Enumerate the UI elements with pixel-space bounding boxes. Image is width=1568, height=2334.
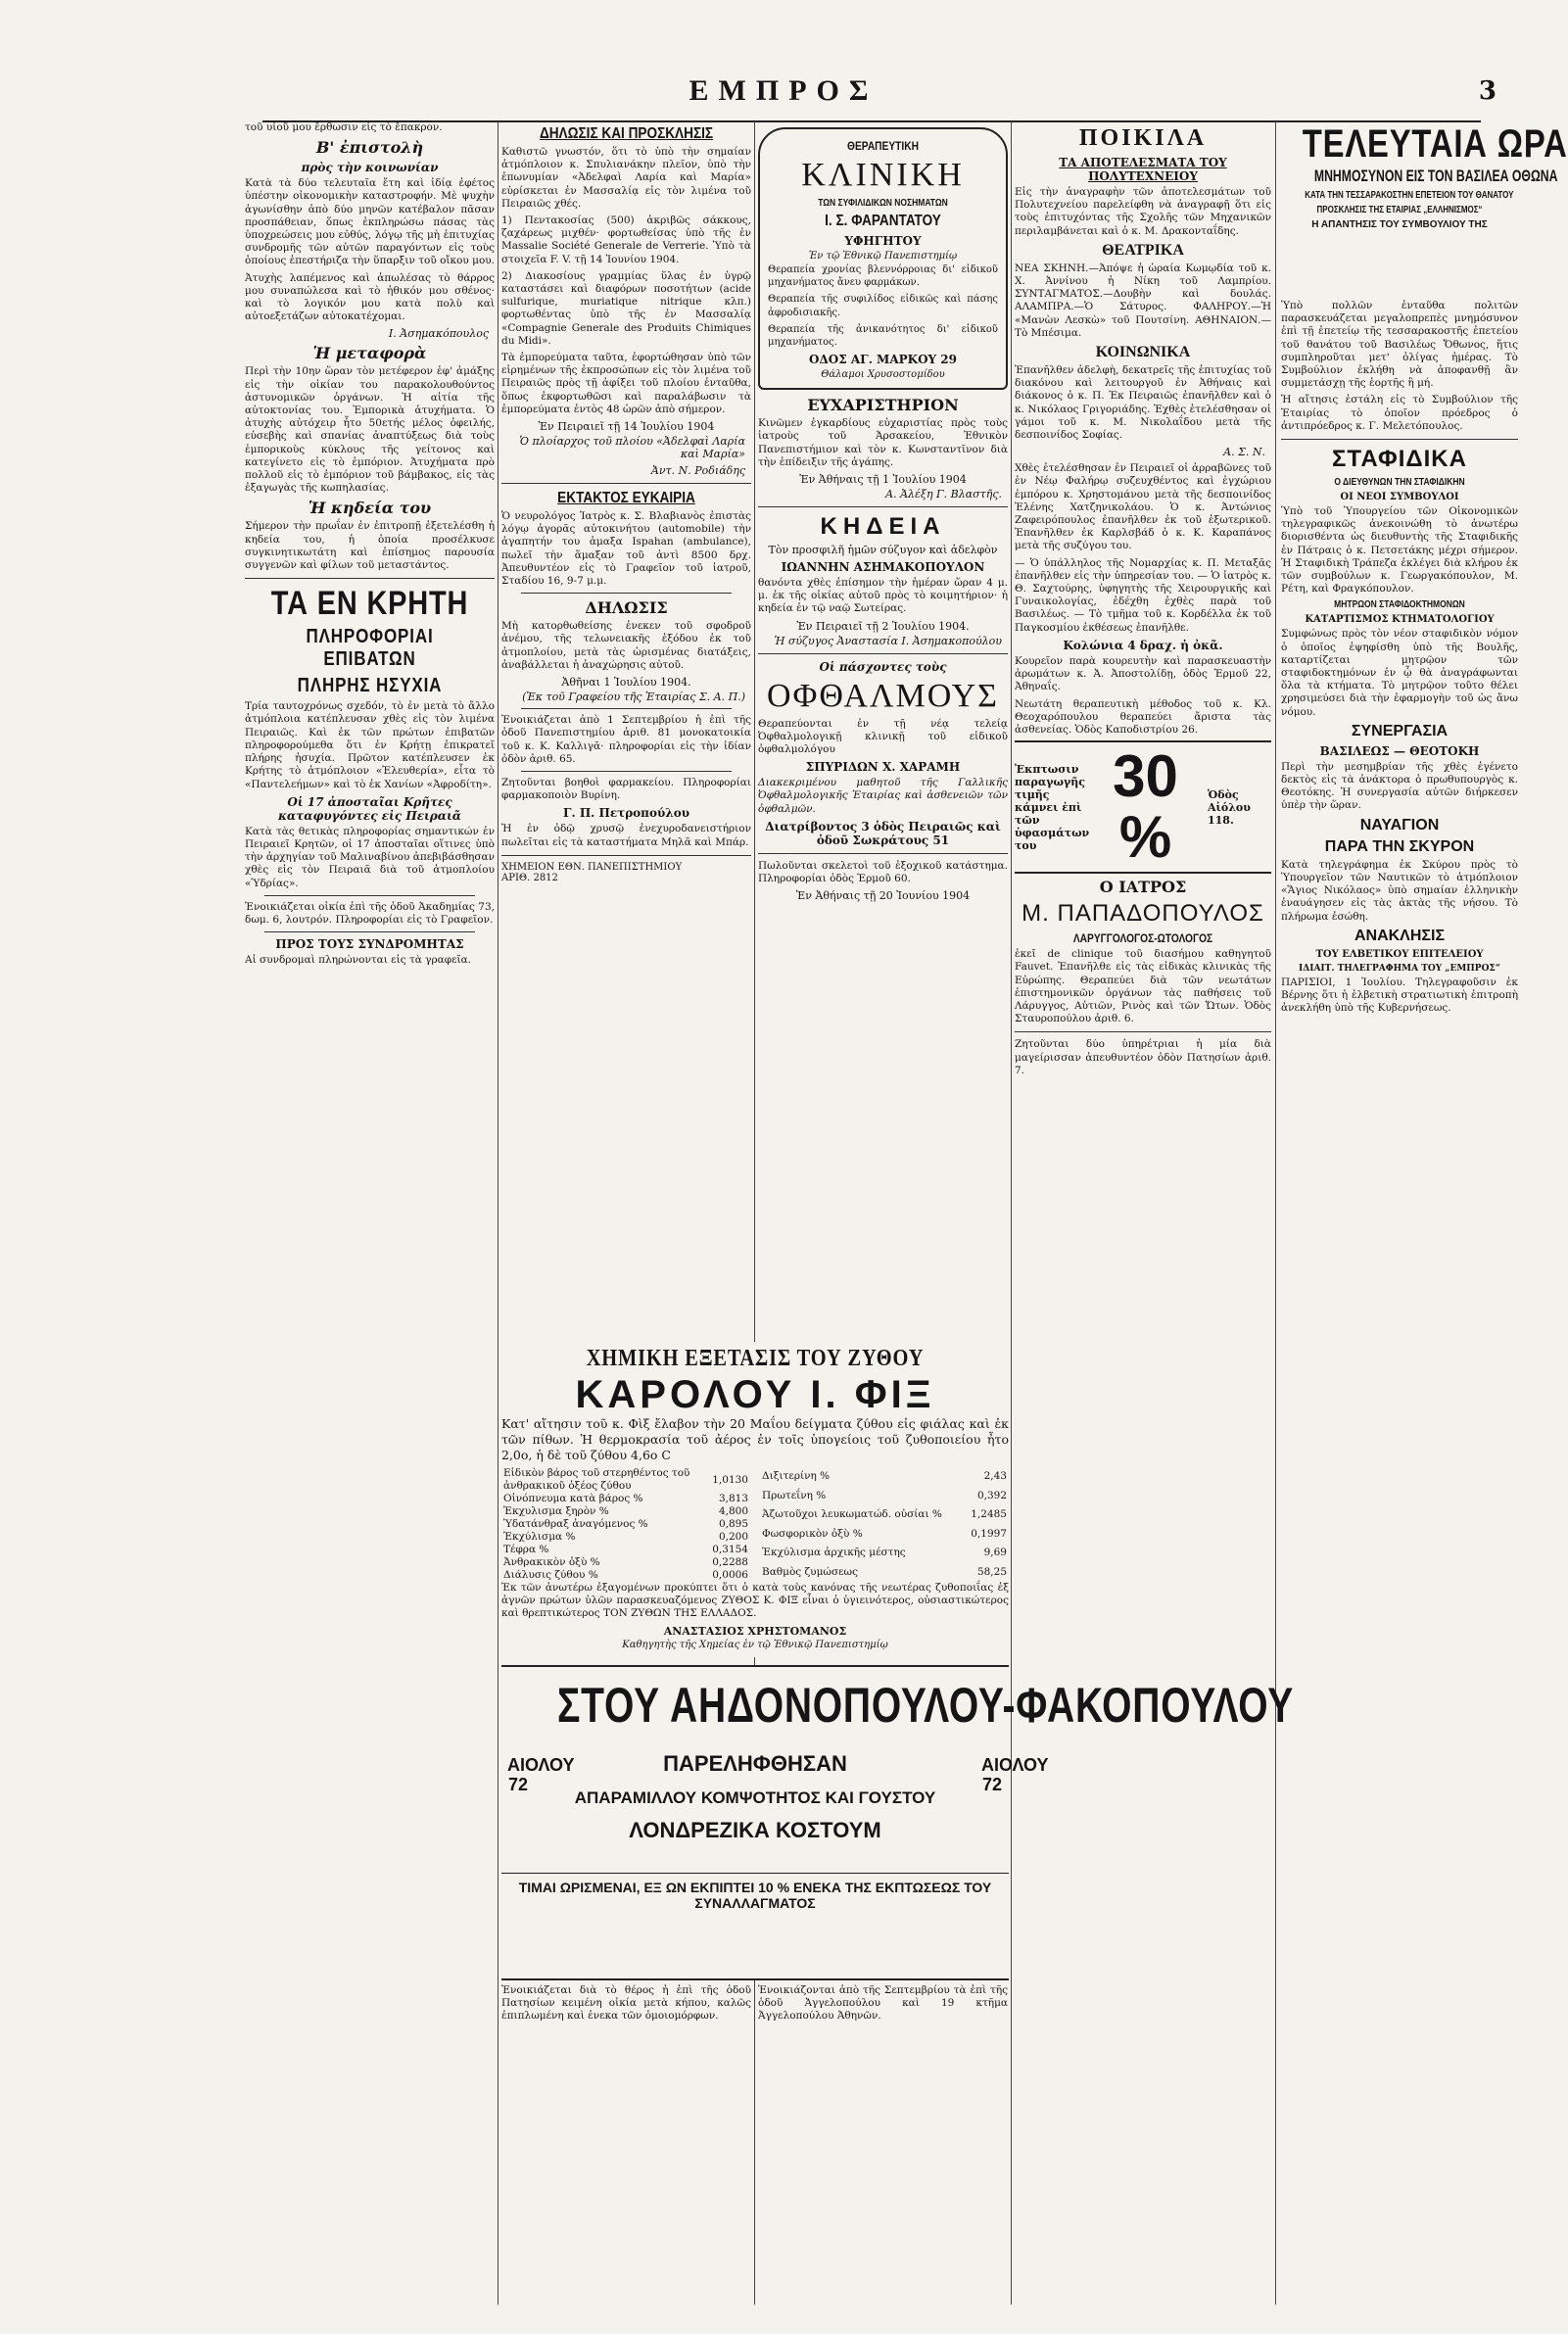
analysis-value: 2,43 [983,1470,1007,1483]
paragraph: Κατὰ τηλεγράφημα ἐκ Σκύρου πρὸς τὸ Ὑπουργεῖον τῶν Ναυτικῶν τὸ ἀτμόπλοιον «Ἅγιος Νικόλαος» ὑπὸ σημαίαν ἑλληνικὴν ἐναυάγησεν εἰς τὰς ἀκτὰς τῆς νήσου. Τὸ πλήρωμα ἐσώθη. [1281,858,1518,923]
analysis-value: 1,0130 [712,1473,748,1486]
doctor-title: ΛΑΡΥΓΓΟΛΟΓΟΣ-ΩΤΟΛΟΓΟΣ [1072,931,1213,946]
clinic-address-note: Θάλαμοι Χρυσοστομίδου [821,369,945,381]
headline: ΠΛΗΡΗΣ ΗΣΥΧΙΑ [297,675,443,697]
analysis-value: 0,392 [976,1489,1007,1501]
headline: ΤΑ ΑΠΟΤΕΛΕΣΜΑΤΑ ΤΟΥ ΠΟΛΥΤΕΧΝΕΙΟΥ [1059,156,1227,183]
paragraph: ἐκεῖ de clinique τοῦ διασήμου καθηγητοῦ Fauvet. Ἐπανῆλθε εἰς τὰς εἰδικὰς κλινικὰς τῆς Εὐρώπης. Θεραπεύει διὰ τῶν νεωτάτων ἐπιστημονικῶν ὀργάνων τὰς παθήσεις τοῦ Λάρυγγος, Αὐτιῶν, Ρινὸς καὶ τῶν Ὤτων. Ὁδὸς Σταυροπούλου ἀριθ. 6. [1015,948,1271,1025]
column-1 [245,121,495,2305]
divider [521,771,732,772]
banner-side-left: ΑΙΟΛΟΥ 72 [507,1755,575,1794]
signature: ΑΝΑΣΤΑΣΙΟΣ ΧΡΗΣΤΟΜΑΝΟΣ [663,1624,847,1638]
headline: ΠΡΟΣ ΤΟΥΣ ΣΥΝΔΡΟΜΗΤΑΣ [275,937,464,952]
divider [758,853,1008,854]
headline: ΚΗΔΕΙΑ [820,513,946,541]
paragraph: Εἰς τὴν ἀναγραφὴν τῶν ἀποτελεσμάτων τοῦ Πολυτεχνείου παρελείφθη νὰ ἀναγραφῇ ὅτι εἰς τοὺς ἐπιτυχόντας τῆς Σχολῆς τῶν Μηχανικῶν περιλαμβάνεται καὶ ὁ κ. Μ. Δρακονταΐδης. [1015,186,1271,237]
paragraph: Ὑπὸ τοῦ Ὑπουργείου τῶν Οἰκονομικῶν τηλεγραφικῶς ἀνεκοινώθη τὸ ἀνωτέρω διορισθέντα ὡς διευθυντὴς τῆς Σταφιδικῆς ἐν Πάτραις ὁ κ. Πετσετάκης μέχρι σήμερον. Ἡ Σταφιδικὴ Τράπεζα ἐκλέγει διὰ κλήρου ἐκ τῶν συμβούλων κ. Γεωργακόπουλον, Μ. Ρέτη, καὶ Φραγκόπουλον. [1281,505,1518,595]
bottom-ad-mid [758,1984,1008,2298]
clinic-ad [758,127,1008,390]
headline: ΠΛΗΡΟΦΟΡΙΑΙ ΕΠΙΒΑΤΩΝ [306,626,434,671]
divider [758,653,1008,654]
signature: Α. Ἀλέξη Γ. Βλαστῆς. [885,488,1002,501]
analysis-row [760,1525,1009,1545]
paragraph: Τὰ ἐμπορεύματα ταῦτα, ἐφορτώθησαν ὑπὸ τῶν εἰρημένων τῆς ἐκπροσώπων εἰς τὸν λιμένα τοῦ Πειραιῶς πρὸς τῇ ἀφίξει τοῦ πλοίου ἐνταῦθα, ὅπως ἐκφορτωθῶσι καὶ παραλάβωσιν τὰ ἐμπορεύματα ἐντὸς 48 ὡρῶν ἀπὸ σήμερον. [501,352,751,415]
analysis-value: 0,200 [718,1531,748,1543]
doctor-name: ΣΠΥΡΙΔΩΝ Χ. ΧΑΡΑΜΗ [805,760,961,775]
analysis-label: Εἰδικὸν βάρος τοῦ στερηθέντος τοῦ ἀνθρακικοῦ ὀξέος ζύθου [503,1467,690,1492]
paragraph: Κατὰ τὰ δύο τελευταῖα ἔτη καὶ ἰδίᾳ ἐφέτος ὑπέστην οἰκονομικὴν καταστροφήν. Μὲ ψυχὴν ἀγωνίσθην ἀπὸ δύο μηνῶν κατέβαλον πᾶσαν προσπάθειαν, ὅπως ἐκπληρώσω πάσας τὰς ὑποχρεώσεις μου εὐθύς, λόγῳ τῆς μὴ ἐπιτυχίας συνδρομῆς τῶν αὐτῶν παραγόντων εἰς τοὺς ὁποίους ἐπεστήριζα τὴν ὕπαρξιν τοῦ οἴκου μου. [245,177,495,267]
date: Ἐν Πειραιεῖ τῇ 14 Ἰουλίου 1904 [538,420,715,434]
headline: Η ΑΠΑΝΤΗΣΙΣ ΤΟΥ ΣΥΜΒΟΥΛΙΟΥ ΤΗΣ [1311,219,1488,230]
paragraph: Διακεκριμένου μαθητοῦ τῆς Γαλλικῆς Ὀφθαλμολογικῆς Ἑταιρίας καὶ ἀσθενειῶν τῶν ὀφθαλμῶν. [758,777,1008,815]
paragraph: ΝΕΑ ΣΚΗΝΗ.—Ἀπόψε ἡ ὡραία Κωμῳδία τοῦ κ. Χ. Ἀννίνου ἡ Νίκη τοῦ Λαμπρίου. ΣΥΝΤΑΓΜΑΤΟΣ.—Δουβὴν καὶ δουλάς. ΑΛΑΜΠΡΑ.—Ὁ Σάτυρος. ΦΑΛΗΡΟΥ.—Ἡ «Μανὼν Λεσκὼ» τοῦ Πουτσίνη. ΑΘΗΝΑΙΟΝ.—Τὸ Μπέσιμα. [1015,262,1271,339]
paragraph: Ἡ αἴτησις ἐστάλη εἰς τὸ Συμβούλιον τῆς Ἑταιρίας τὸ ὁποῖον πρόεδρος ὁ ἀντιπρόεδρος κ. Γ. Μελετόπουλος. [1281,394,1518,432]
classified-ad: Πωλοῦνται σκελετοὶ τοῦ ἐξοχικοῦ κατάστημα. Πληροφορίαι ὁδὸς Ἑρμοῦ 60. [758,859,1008,885]
paragraph: ΠΑΡΙΣΙΟΙ, 1 Ἰουλίου. Τηλεγραφοῦσιν ἐκ Βέρνης ὅτι ἡ ἑλβετικὴ στρατιωτικὴ ἐπιτροπὴ ἀνεκλήθη ὑπὸ τῆς Κυβερνήσεως. [1281,976,1518,1015]
analysis-row [501,1556,750,1569]
analysis-row [760,1487,1009,1506]
divider [264,895,475,896]
analysis-label: Ἐκχύλισμα % [503,1531,576,1543]
banner-side-right: ΑΙΟΛΟΥ 72 [981,1755,1049,1794]
clinic-label: ΘΕΡΑΠΕΥΤΙΚΗ [847,139,919,153]
signature: Ὁ πλοίαρχος τοῦ πλοίου «Ἀδελφαὶ Λαρία καὶ Μαρία» [519,435,745,461]
address: Διατρίβοντος 3 ὁδὸς Πειραιῶς καὶ ὁδοῦ Σωκράτους 51 [765,819,1001,847]
clinic-affiliation: Ἐν τῷ Ἐθνικῷ Πανεπιστημίῳ [808,251,958,262]
paragraph: 1) Πεντακοσίας (500) ἀκριβῶς σάκκους, ζαχάρεως μιχθέν· φορτωθείσας ὑπὸ τῆς ἐν Massalie Société Generale de Verrerie. Ὑπὸ τὰ στοιχεῖα F. V. τῇ 14 Ἰουνίου 1904. [501,214,751,265]
divider [1281,439,1518,440]
discount-ad [1015,740,1271,874]
date: Ἐν Ἀθήναις τῇ 1 Ἰουλίου 1904 [799,473,967,487]
clothing-banner [501,1665,1295,1980]
analysis-header [501,862,751,873]
paragraph: Ἐπανῆλθεν ἀδελφὴ, δεκατρεῖς τῆς ἐπιτυχίας τοῦ διακόνου καὶ λειτουργοῦ ἐν Ἀθήναις καὶ διάκονος ὁ κ. Π. Ἐκ Πειραιῶς ἐπανῆλθεν καὶ ὁ κ. Νικόλαος Γριγοριάδης. Ἐχθὲς ἐτελέσθησαν οἱ γάμοι τοῦ κ. Μ. Νικολαΐδου μετὰ τῆς δεσποινίδος Σοφίας. [1015,364,1271,442]
analysis-value: 9,69 [983,1547,1007,1559]
analysis-label: Ἐκχύλισμα ἀρχικῆς μέστης [762,1547,906,1559]
newspaper-title: ΕΜΠΡΟΣ [689,74,879,107]
analysis-label: Βαθμὸς ζυμώσεως [762,1565,859,1578]
analysis-row [760,1563,1009,1583]
paragraph: Περὶ τὴν 10ην ὥραν τὸν μετέφερον ἐφ' ἁμάξης εἰς τὴν οἰκίαν του παρακολουθούντος ἀστυνομικῶν ὀργάνων. Ἡ αἰτία τῆς αὐτοκτονίας του. Ἐμπορικὰ ἀτυχήματα. Ὁ ἀτυχὴς αὐτόχειρ ἦτο 50ετής μέλος ὀφειλής, εὐσεβὴς καὶ σπανίας ἀναπτύξεως διὰ τοὺς ἐμπορικοὺς κύκλους τῆς γείτονος καὶ κατεγίνετο εἰς τὸ ἐμπόριον. Ἀτυχήματα πρὸ πολλοῦ εἰς τὸ ἐμπόριον τοῦ βάμβακος, εἰς τὰς ἐξαγωγὰς τῆς κωπηλασίας. [245,365,495,495]
discount-percent: 30 % [1113,743,1178,871]
headline: Γ. Π. Πετροπούλου [562,806,690,821]
paragraph: Καθιστῶ γνωστόν, ὅτι τὸ ὑπὸ τὴν σημαίαν ἀτμόπλοιον κ. Σπυλιανάκην πλεῖον, ὑπὸ τὴν ἐπωνυμίαν «Ἀδελφαὶ Λαρία καὶ Μαρία» εὑρίσκεται ἐν Μασσαλίᾳ εἰς τὸν λιμένα τοῦ Πειραιῶς χθές. [501,146,751,210]
analysis-label: Πρωτεΐνη % [762,1489,827,1501]
classified-ad: Ζητοῦνται δύο ὑπηρέτριαι ἡ μία διὰ μαγείρισσαν ἀπευθυντέον ὁδὸν Πατησίων ἀριθ. 7. [1015,1038,1271,1076]
headline: ΚΟΙΝΩΝΙΚΑ [1095,344,1191,361]
classified-ad: Ἐνοικιάζεται οἰκία ἐπὶ τῆς ὁδοῦ Ἀκαδημίας 73, δωμ. 6, λουτρόν. Πληροφορίαι εἰς τὸ Γραφεῖον. [245,900,495,926]
headline: ΤΕΛΕΥΤΑΙΑ ΩΡΑ [1302,122,1568,166]
headline: ΠΡΟΣΚΛΗΣΙΣ ΤΗΣ ΕΤΑΙΡΙΑΣ „ΕΛΛΗΝΙΣΜΟΣ“ [1316,205,1483,215]
paragraph: Κατὰ τὰς θετικὰς πληροφορίας σημαντικών ἐν Πειραιεῖ Κρητῶν, οἱ 17 ἀποσταῖαι οἵτινες ὑπὸ τὴν ἀρχηγίαν τοῦ Μαλιναβίνου ἀπεβιβάσθησαν χθὲς εἰς τὸν Πειραιᾶ διὰ τοῦ ἀτμοπλοίου «Ὑδρίας». [245,825,495,889]
column-divider [498,121,499,2305]
banner-subtitle: ΠΑΡΕΛΗΦΘΗΣΑΝ [663,1751,847,1776]
headline: Κολώνια 4 δραχ. ἡ ὀκᾶ. [1063,638,1223,652]
analysis-row [501,1518,750,1531]
analysis-row [760,1544,1009,1563]
paragraph: — Ὁ ὑπάλληλος τῆς Νομαρχίας κ. Π. Μεταξᾶς ἐπανῆλθεν εἰς τὴν ὑπηρεσίαν του. — Ὁ ἰατρὸς κ. Θ. Σαχτούρης, ὑφηγητὴς τῆς Χειρουργικῆς καὶ Γυναικολογίας, ἐδέχθη ἐχθὲς παρὰ τοῦ Βασιλέως. — Τὸ τμῆμα τοῦ κ. Κορδέλλα ἐκ τοῦ Παγκοσμίου ἐκθέσεως ἐπανῆλθε. [1015,556,1271,634]
headline: ΝΑΥΑΓΙΟΝ [1359,816,1440,834]
headline: ΘΕΑΤΡΙΚΑ [1102,241,1184,259]
clinic-doctor: Ι. Σ. ΦΑΡΑΝΤΑΤΟΥ [825,213,941,229]
paragraph: Ὁ νευρολόγος Ἰατρὸς κ. Σ. Βλαβιανὸς ἐπιστὰς λόγῳ ἀγορᾶς αὐτοκινήτου (automobile) τὴν ἀγαπητήν του ἁμαξα Ispahan (ambulance), πωλεῖ τὴν ἅμαξαν τοῦ ἀντὶ 8500 δρχ. Ἀπευθυντέον εἰς τὸ Γραφεῖον τοῦ ἰατροῦ, Σταδίου 16, 9-7 μ.μ. [501,510,751,588]
analysis-row [760,1467,1009,1487]
analysis-value: 0,895 [718,1518,748,1530]
divider [264,931,475,932]
headline: ΔΗΛΩΣΙΣ ΚΑΙ ΠΡΟΣΚΛΗΣΙΣ [539,125,714,142]
analysis-row [501,1505,750,1518]
headline: ΠΟΙΚΙΛΑ [1078,125,1208,151]
signature: Α. Σ. Ν. [1223,446,1265,459]
headline: ΚΑΤΑ ΤΗΝ ΤΕΣΣΑΡΑΚΟΣΤΗΝ ΕΠΕΤΕΙΟΝ ΤΟΥ ΘΑΝΑΤΟΥ [1305,190,1514,201]
headline: πρὸς τὴν κοινωνίαν [301,161,439,175]
paragraph: θανόντα χθὲς ἐπίσημον τὴν ἡμέραν ὥραν 4 μ. μ. ἐκ τῆς οἰκίας αὐτοῦ πρὸς τὸ κοιμητήριον· ἡ κηδεία ἐν τῷ ναῷ Σωτείρας. [758,577,1008,615]
headline: ΤΟΥ ΕΛΒΕΤΙΚΟΥ ΕΠΙΤΕΛΕΙΟΥ [1315,948,1484,960]
deceased-name: ΙΩΑΝΝΗΝ ΑΣΗΜΑΚΟΠΟΥΛΟΝ [781,560,985,575]
analysis-label: Ἀνθρακικὸν ὀξὺ % [503,1556,600,1568]
divider [521,708,732,709]
headline: ΜΝΗΜΟΣΥΝΟΝ ΕΙΣ ΤΟΝ ΒΑΣΙΛΕΑ ΟΘΩΝΑ [1313,167,1558,185]
paragraph: Νεωτάτη θεραπευτικὴ μέθοδος τοῦ κ. Κλ. Θεοχαρόπουλου θεραπεύει ἄριστα τὰς ἀσθενείας. Ὁδὸς Καποδιστρίου 26. [1015,697,1271,736]
analysis-value: 4,800 [718,1505,748,1517]
analysis-label: Ἀζωτοῦχοι λευκωματώδ. οὐσίαι % [762,1508,942,1521]
analysis-value: 1,2485 [971,1508,1007,1521]
date: Ἐν Ἀθήναις τῇ 20 Ἰουνίου 1904 [795,889,971,903]
headline: ΤΑ ΕΝ ΚΡΗΤΗ [270,585,469,623]
analysis-label: Οἰνόπνευμα κατὰ βάρος % [503,1493,643,1504]
analysis-label: Ὑδατάνθραξ ἀναγόμενος % [503,1518,648,1530]
headline: ΔΗΛΩΣΙΣ [585,598,668,618]
headline: ΙΔΙΑΙΤ. ΤΗΛΕΓΡΑΦΗΜΑ ΤΟΥ „ΕΜΠΡΟΣ“ [1299,963,1500,974]
analysis-value: 0,0006 [712,1569,748,1581]
analysis-value: 58,25 [976,1565,1007,1578]
discount-text: Ἐκπτωσιν παραγωγῆς τιμῆς κάμνει ἐπὶ τῶν ὑφασμάτων του [1015,762,1090,852]
paragraph: Συμφώνως πρὸς τὸν νέον σταφιδικὸν νόμον ὁ ὁποῖος ἐψηφίσθη ὑπὸ τῆς Βουλῆς, καταρτίζεται μητρῷον τῶν σταφιδοκτημόνων ἐν ᾧ θὰ ἀναγράφωνται ὅλα τὰ κτήματα. Τὸ μητρῷον τοῦτο θέλει χρησιμεύσει διὰ τὴν ἐφαρμογὴν τοῦ ὡς ἄνω νόμου. [1281,628,1518,718]
bottom-ad-left [501,1984,751,2298]
analysis-row [760,1505,1009,1525]
analysis-value: 0,2288 [712,1556,748,1568]
signature: Ἀντ. Ν. Ροδιάδης [650,464,745,478]
banner-title: ΣΤΟΥ ΑΗΔΟΝΟΠΟΥΛΟΥ-ΦΑΚΟΠΟΥΛΟΥ [556,1678,1295,1733]
headline: Β' ἐπιστολὴ [315,138,424,158]
analysis-tables [501,1467,1009,1582]
banner-subtitle: ΛΟΝΔΡΕΖΙΚΑ ΚΟΣΤΟΥΜ [629,1818,881,1842]
analysis-value: 3,813 [718,1493,748,1504]
paragraph: Μὴ κατορθωθείσης ἐνεκεν τοῦ σφοδροῦ ἀνέμου, τῆς τελωνειακῆς ἐξόδου ἐκ τοῦ ἀτμοπλοίου, μετὰ τὰς ὡρισμένας διατάξεις, ἀναβάλλεται ἡ ἀναχώρησις αὐτοῦ. [501,620,751,671]
signature: Ἡ σύζυγος Ἀναστασία Ι. Ἀσημακοπούλου [774,634,1002,647]
analysis-value: 0,1997 [971,1527,1007,1540]
headline: Ἡ μεταφορὰ [312,344,427,363]
headline: ΑΝΑΚΛΗΣΙΣ [1354,927,1446,944]
divider [758,506,1008,507]
classified-ad: Ἡ ἐν ὀδῷ χρυσῷ ἐνεχυροδανειστήριον πωλεῖται εἰς τὰ καταστήματα Μηλᾶ καὶ Μπάρ. [501,823,751,848]
reference-number: ΑΡΙΘ. 2812 [501,872,558,883]
paragraph: τοῦ υἱοῦ μου ἔρθωσιν εἰς τὸ ἔπακρον. [245,121,443,133]
date: Ἀθῆναι 1 Ἰουλίου 1904. [561,676,691,690]
doctor-name: Μ. ΠΑΠΑΔΟΠΟΥΛΟΣ [1022,900,1264,928]
analysis-table-right [760,1467,1009,1582]
headline: ΟΦΘΑΛΜΟΥΣ [767,677,999,714]
analysis-table-left [501,1467,750,1582]
beer-analysis [501,1342,1009,1657]
clinic-title: ΚΛΙΝΙΚΗ [801,157,965,193]
last-hour-header [1281,121,1568,298]
paragraph: Τὸν προσφιλῆ ἡμῶν σύζυγον καὶ ἀδελφὸν [768,544,998,557]
headline: ΒΑΣΙΛΕΩΣ — ΘΕΟΤΟΚΗ [1319,743,1480,758]
paragraph: 2) Διακοσίους γραμμίας ὕλας ἐν ὑγρῷ καταστάσει καὶ διαφόρων ποσοτήτων (acide sulfurique, muriatique nitrique κλπ.) φορτωθέντας ὑπὸ τῆς ἐν Μασσαλίᾳ «Compagnie Generale des Produits Chimiques du Midi». [501,269,751,347]
divider [501,483,751,484]
headline: ΠΑΡΑ ΤΗΝ ΣΚΥΡΟΝ [1324,837,1475,855]
signature-title: Καθηγητὴς τῆς Χημείας ἐν τῷ Ἐθνικῷ Πανεπιστημίῳ [622,1639,888,1650]
headline: ΣΤΑΦΙΔΙΚΑ [1332,446,1467,473]
classified-ad: Ἐνοικιάζεται διὰ τὸ θέρος ἡ ἐπὶ τῆς ὁδοῦ Πατησίων κειμένη οἰκία μετὰ κήπου, καλῶς ἐπιπλωμένη καὶ ἐνεκα τῶν ὁμοιομόρφων. [501,1984,751,2023]
headline: Οἱ πάσχοντες τοὺς [819,659,947,674]
paragraph: Ὑπὸ πολλῶν ἐνταῦθα πολιτῶν παρασκευάζεται μεγαλοπρεπὲς μνημόσυνον ἐπὶ τῇ ἐπετείῳ τῆς τεσσαρακοστῆς ἐπετείου τοῦ θανάτου τοῦ Βασιλέως Ὄθωνος, ἥτις συμπληροῦται μετ' ὀλίγας ἡμέρας. Τὸ Συμβούλιον ἐκλήθη νὰ ἀποφανθῇ ἂν συμμετάσχῃ τῆς ἑορτῆς ἢ μή. [1281,300,1518,390]
analysis-row [501,1544,750,1556]
headline: Ἡ κηδεία του [308,499,432,518]
column-4 [1015,121,1271,2305]
paragraph: Ἀτυχὴς λαπέμενος καὶ ἀπωλέσας τὸ θάρρος μου συναπώλεσα καὶ τὸ ἠθικόν μου σθένος· καὶ τὸ λογικόν μου κατὰ πολὺ καὶ αὐτοεξετάζων αὐτοκατέχομαι. [245,271,495,323]
analysis-row [501,1569,750,1582]
clinic-doctor-title: ΥΦΗΓΗΤΟΥ [844,234,922,248]
date: Ἐν Πειραιεῖ τῇ 2 Ἰουλίου 1904. [796,619,970,633]
paragraph: Περὶ τὴν μεσημβρίαν τῆς χθὲς ἐγένετο δεκτὸς εἰς τὰ ἀνάκτορα ὁ πρωθυπουργὸς κ. Θεοτόκης. Ἡ συνεργασία αὐτῶν διήρκεσεν ὑπὲρ τὴν ὥραν. [1281,760,1518,812]
column-divider [1275,121,1276,2305]
headline: Ο ΙΑΤΡΟΣ [1099,878,1187,897]
paragraph: Κινῶμεν ἐγκαρδίους εὐχαριστίας πρὸς τοὺς ἰατροὺς τοῦ Ἀρσακείου, Ἐθνικὸν Πανεπιστήμιον καὶ τὸν κ. Κωνσταντῖνον διὰ τὴν ἐπίδειξιν τῆς ἀγάπης. [758,417,1008,468]
clinic-treatment: Θεραπεία τῆς συφιλίδος εἰδικῶς καὶ πάσης ἀφροδισιακῆς. [768,294,998,318]
banner-subtitle: ΑΠΑΡΑΜΙΛΛΟΥ ΚΟΜΨΟΤΗΤΟΣ ΚΑΙ ΓΟΥΣΤΟΥ [574,1788,936,1807]
analysis-label: Φωσφορικὸν ὀξὺ % [762,1527,863,1540]
clinic-subtitle: ΤΩΝ ΣΥΦΙΛΙΔΙΚΩΝ ΝΟΣΗΜΑΤΩΝ [818,198,948,209]
headline: ΕΥΧΑΡΙΣΤΗΡΙΟΝ [807,396,959,415]
analysis-row [501,1493,750,1505]
paragraph: Ἐκ τῶν ἀνωτέρω ἐξαγομένων προκύπτει ὅτι ὁ κατὰ τοὺς κανόνας τῆς νεωτέρας ζυθοποιΐας ἐξ ἀγνῶν πρώτων ὑλῶν παρασκευαζόμενος ΖΥΘΟΣ Κ. ΦΙΞ εἶναι ὁ ὑγιεινότερος, οὐσιαστικώτερος καὶ θρεπτικώτερος ΤΟΝ ΖΥΘΩΝ ΤΗΣ ΕΛΛΑΔΟΣ. [501,1582,1009,1620]
institution: ΧΗΜΕΙΟΝ ΕΘΝ. ΠΑΝΕΠΙΣΤΗΜΙΟΥ [501,861,683,873]
headline: ΟΙ ΝΕΟΙ ΣΥΜΒΟΥΛΟΙ [1340,492,1459,503]
headline: Οἱ 17 ἀποσταῖαι Κρῆτες καταφυγόντες εἰς Πειραιᾶ [277,794,462,823]
paragraph: Θεραπεύονται ἐν τῇ νέᾳ τελείᾳ Ὀφθαλμολογικῇ κλινικῇ τοῦ εἰδικοῦ ὀφθαλμολόγου [758,717,1008,756]
headline: ΚΑΤΑΡΤΙΣΜΟΣ ΚΤΗΜΑΤΟΛΟΓΙΟΥ [1305,614,1495,626]
analysis-row [501,1467,750,1493]
headline: ΚΑΡΟΛΟΥ Ι. ΦΙΞ [575,1373,935,1416]
analysis-row [501,1531,750,1544]
paragraph: Κατ' αἴτησιν τοῦ κ. Φὶξ ἔλαβον τὴν 20 Μαΐου δείγματα ζύθου εἰς φιάλας καὶ ἐκ τῶν πίθων. Ἡ θερμοκρασία τοῦ ἀέρος ἐν τοῖς ὑπογείοις τοῦ ζυθοποιείου ἦτο 2,0ο, ἡ δὲ τοῦ ζύθου 4,6ο C [501,1416,1009,1462]
headline: ΧΗΜΙΚΗ ΕΞΕΤΑΣΙΣ ΤΟΥ ΖΥΘΟΥ [586,1346,925,1371]
paragraph: Χθὲς ἐτελέσθησαν ἐν Πειραιεῖ οἱ ἀρραβῶνες τοῦ ἐν Νέῳ Φαλήρῳ συζευχθέντος καὶ ἐγχώριου ἐμπόρου κ. Χρηστομάνου μετὰ τῆς δεσποινίδος Ἐλένης Χατζηνικολάου. Ὁ κ. Ἀντώνιος Ζαφειρόπουλος ἐπανῆλθεν ἐκ τοῦ ἐξωτερικοῦ. Ἐπανῆλθεν ἐκ Καρλσβάδ ὁ κ. Κ. Καραπάνος μετὰ τῆς συζύγου του. [1015,462,1271,552]
paragraph: Κουρεῖον παρὰ κουρευτὴν καὶ παρασκευαστὴν ἀρωμάτων κ. Ἀ. Ἀποστολίδῃ, ὁδὸς Ἑρμοῦ 22, Ἀθηναΐς. [1015,654,1271,693]
clinic-treatment: Θεραπεία χρονίας βλεννόρροιας δι' εἰδικοῦ μηχανήματος ἄνευ φαρμάκων. [768,264,998,289]
headline: ΕΚΤΑΚΤΟΣ ΕΥΚΑΙΡΙΑ [557,490,695,507]
headline: Ο ΔΙΕΥΘΥΝΩΝ ΤΗΝ ΣΤΑΦΙΔΙΚΗΝ [1334,477,1465,489]
page-number: 3 [1478,76,1497,106]
paragraph: Αἱ συνδρομαὶ πληρώνονται εἰς τὰ γραφεῖα. [245,954,472,967]
clinic-treatment: Θεραπεία τῆς ἀνικανότητος δι' εἰδικοῦ μηχανήματος. [768,323,998,349]
signature: Ι. Ἀσημακόπουλος [388,327,489,341]
signature: (Ἐκ τοῦ Γραφείου τῆς Ἑταιρίας Σ. Α. Π.) [522,691,745,704]
analysis-value: 0,3154 [712,1544,748,1555]
analysis-label: Διάλυσις ζύθου % [503,1569,598,1581]
masthead [0,0,1567,118]
clinic-address: ΟΔΟΣ ΑΓ. ΜΑΡΚΟΥ 29 [808,353,957,367]
analysis-label: Διξιτερίνη % [762,1470,831,1483]
classified-ad: Ἐνοικιάζεται ἀπὸ 1 Σεπτεμβρίου ἡ ἐπὶ τῆς ὁδοῦ Πανεπιστημίου ἀριθ. 81 μονοκατοικία τοῦ κ. Κ. Καλλιγᾶ· πληροφορίαι εἰς τὴν ἰδίαν ὁδὸν ἀριθ. 65. [501,714,751,765]
column-5 [1281,300,1518,2308]
headline: ΜΗΤΡΩΟΝ ΣΤΑΦΙΔΟΚΤΗΜΟΝΩΝ [1334,599,1465,611]
analysis-label: Τέφρα % [503,1544,549,1555]
divider [245,578,495,579]
divider [1015,1031,1271,1032]
classified-ad: Ζητοῦνται βοηθοὶ φαρμακείου. Πληροφορίαι φαρμακοποιὸν Βυρίνη. [501,776,751,802]
analysis-label: Ἐκχυλισμα ξηρὸν % [503,1505,609,1517]
discount-shop: Ὁδὸς Αἰόλου 118. [1208,787,1251,827]
divider [501,855,751,856]
paragraph: Σήμερον τὴν πρωΐαν ἐν ἐπιτροπῇ ἐξετελέσθη ἡ κηδεία του, ἡ ὁποία προσέλκυσε συγκινητικωτάτη καὶ ἐπίσημος παρουσία συγγενῶν καὶ φίλων τοῦ μεταστάντος. [245,520,495,572]
classified-ad: Ἐνοικιάζονται ἀπὸ τῆς Σεπτεμβρίου τὰ ἐπὶ τῆς ὁδοῦ Ἀγγελοπούλου καὶ 19 κτῆμα Ἀγγελοπούλου Ἀθηνῶν. [758,1984,1008,2023]
paragraph: Τρία ταυτοχρόνως σχεδόν, τὸ ἐν μετὰ τὸ ἄλλο ἀτμόπλοια κατέπλευσαν χθὲς εἰς τὸν λιμένα Πειραιῶς. Καὶ ἐκ τῶν πρώτων ἐπιβατῶν πληροφορούμεθα ὅτι ἐν Κρήτῃ ἐπικρατεῖ πλήρης ἡσυχία. Πρῶτον κατέπλευσεν ἐκ Κρήτης τὸ ἀτμόπλοιον «Ἐλευθερία», εἶτα τὸ «Παντελεήμων» καὶ τὸ ἐκ Χανίων «Ἀφροδίτη». [245,700,495,790]
analysis-meta [501,873,751,883]
divider [521,593,732,594]
banner-footer: ΤΙΜΑΙ ΩΡΙΣΜΕΝΑΙ, ΕΞ ΩΝ ΕΚΠΙΠΤΕΙ 10 % ΕΝΕΚΑ ΤΗΣ ΕΚΠΤΩΣΕΩΣ ΤΟΥ ΣΥΝΑΛΛΑΓΜΑΤΟΣ [501,1873,1009,1911]
column-divider [1011,121,1012,2305]
headline: ΣΥΝΕΡΓΑΣΙΑ [1351,722,1449,739]
